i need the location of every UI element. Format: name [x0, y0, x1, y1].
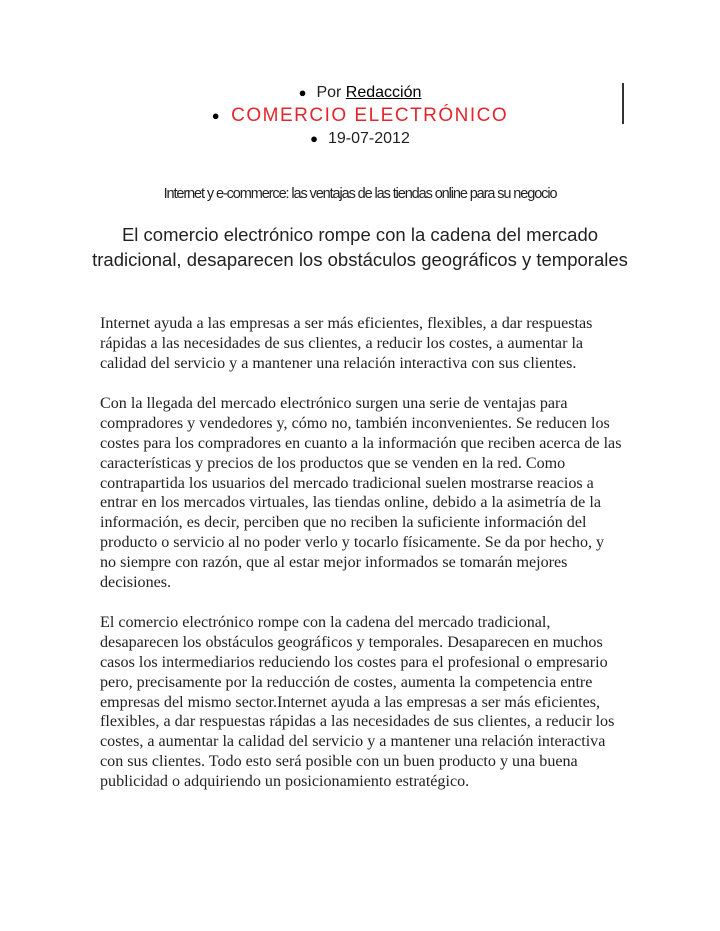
bullet-icon: ●: [298, 85, 307, 100]
meta-category: [0, 104, 720, 128]
article-body: [100, 314, 622, 813]
article-paragraph: Internet ayuda a las empresas a ser más eficientes, flexibles, a dar respuestas rápidas a las necesidades de sus clientes, a reducir los costes, a aumentar la calidad del servicio y a mantener una relación interactiva con sus clientes.: [100, 315, 593, 372]
article-paragraph: El comercio electrónico rompe con la cadena del mercado tradicional, desaparecen los obstáculos geográficos y temporales. Desaparecen en muchos casos los intermediarios reduciendo los costes para el profesional o empresario pero, precisamente por la reducción de costes, aumenta la competencia entre empresas del mismo sector.Internet ayuda a las empresas a ser más eficientes, flexibles, a dar respuestas rápidas a las necesidades de sus clientes, a reducir los costes, a aumentar la calidad del servicio y a mantener una relación interactiva con sus clientes. Todo esto será posible con un buen producto y una buena publicidad o adquiriendo un posicionamiento estratégico.: [100, 614, 615, 790]
article-paragraph: Con la llegada del mercado electrónico surgen una serie de ventajas para compradores y vendedores y, cómo no, también inconvenientes. Se reducen los costes para los compradores en cuanto a la información que reciben acerca de las características y precios de los productos que se venden en la red. Como contrapartida los usuarios del mercado tradicional suelen mostrarse reacios a entrar en los mercados virtuales, las tiendas online, debido a la asimetría de la información, es decir, perciben que no reciben la suficiente información del producto o servicio al no poder verlo y tocarlo físicamente. Se da por hecho, y no siempre con razón, que al estar mejor informados se tomarán mejores decisiones.: [100, 395, 622, 591]
meta-list: [0, 82, 720, 150]
article-subheadline: El comercio electrónico rompe con la cadena del mercado tradicional, desaparecen los obstáculos geográficos y temporales: [92, 224, 628, 270]
meta-author: [0, 82, 720, 104]
article-meta: [0, 82, 720, 150]
author-link[interactable]: Redacción: [345, 84, 422, 102]
bullet-icon: ●: [310, 131, 318, 147]
category-link[interactable]: COMERCIO ELECTRÓNICO: [231, 105, 509, 127]
author-prefix: Por: [316, 84, 342, 102]
article-headline: Internet y e-commerce: las ventajas de las tiendas online para su negocio: [163, 186, 557, 202]
bullet-icon: ●: [211, 108, 222, 124]
publish-date: 19-07-2012: [328, 130, 410, 148]
vertical-divider: [622, 83, 624, 124]
meta-date: [0, 128, 720, 150]
